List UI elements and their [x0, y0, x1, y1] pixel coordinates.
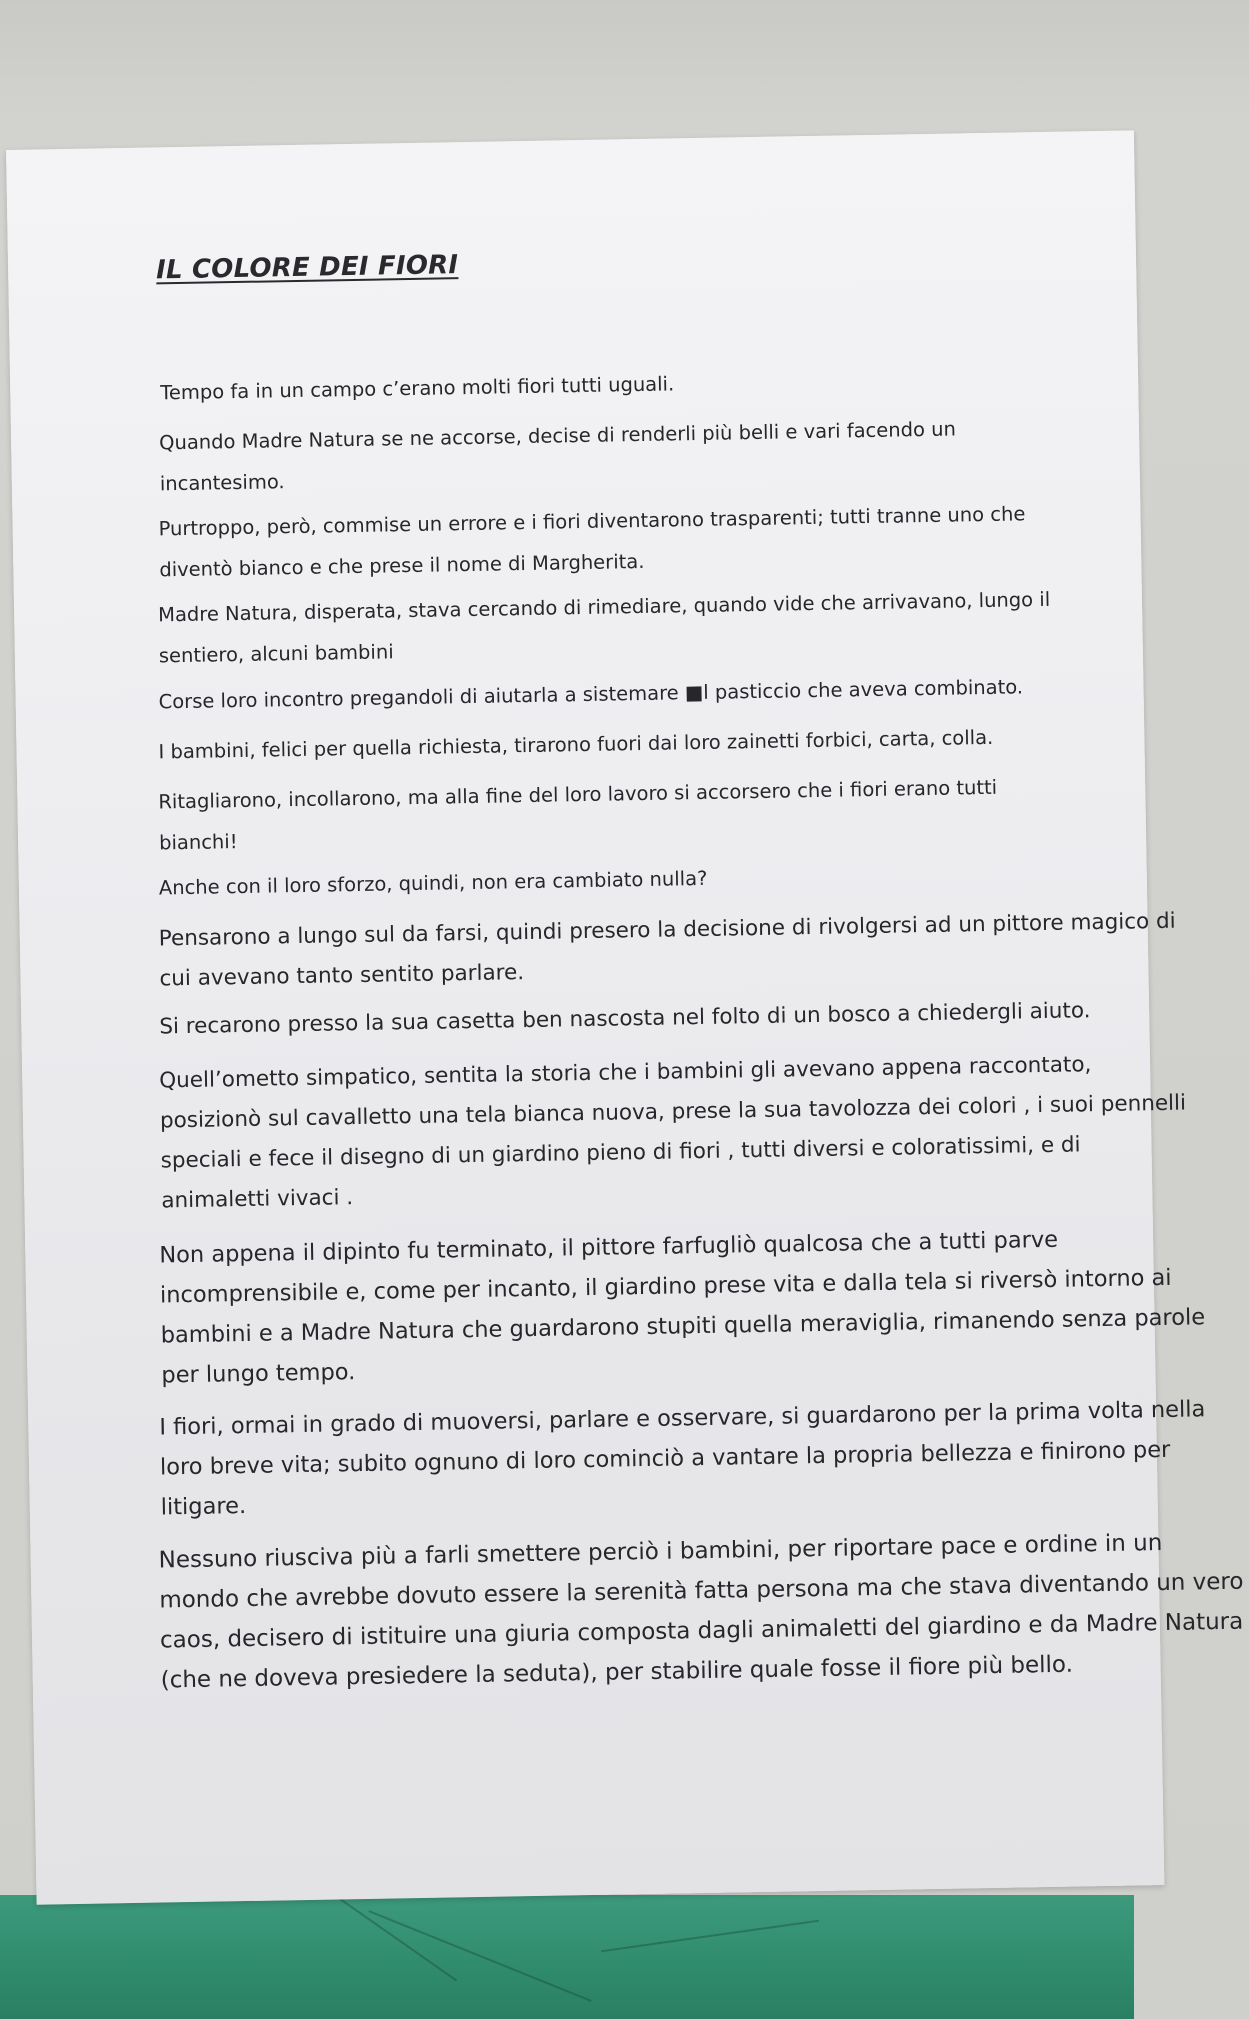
text-line: diventò bianco e che prese il nome di Margherita.	[159, 549, 645, 582]
text-line: Nessuno riusciva più a farli smettere perciò i bambini, per riportare pace e ordine in un	[158, 1530, 1163, 1574]
paragraph	[158, 666, 1023, 722]
paragraph	[158, 767, 998, 864]
text-line: Non appena il dipinto fu terminato, il pittore farfugliò qualcosa che a tutti parve	[159, 1226, 1059, 1269]
paragraph	[158, 717, 993, 773]
paper-sheet	[6, 130, 1244, 1904]
text-line: Madre Natura, disperata, stava cercando di rimediare, quando vide che arrivavano, lungo il	[157, 587, 1051, 627]
desk-surface	[0, 1895, 1134, 2019]
paragraph	[158, 493, 1026, 590]
text-line: I fiori, ormai in grado di muoversi, parlare e osservare, si guardarono per la prima volta nella	[159, 1396, 1206, 1441]
text-line: caos, decisero di istituire una giuria composta dagli animaletti del giardino e da Madre Natura	[159, 1608, 1244, 1654]
text-line: animaletti vivaci .	[161, 1185, 354, 1214]
desk-crease	[368, 1910, 591, 2002]
text-line: loro breve vita; subito ognuno di loro cominciò a vantare la propria bellezza e finirono per	[159, 1436, 1171, 1481]
text-line: Tempo fa in un campo c’erano molti fiori tutti uguali.	[160, 372, 675, 405]
text-line: incomprensibile e, come per incanto, il giardino prese vita e dalla tela si riversò intorno ai	[159, 1264, 1172, 1309]
text-line: Anche con il loro sforzo, quindi, non era cambiato nulla?	[158, 866, 708, 900]
paragraph	[159, 1389, 1207, 1527]
paragraph	[158, 579, 1051, 677]
desk-crease	[601, 1920, 819, 1953]
text-line: bambini e a Madre Natura che guardarono stupiti quella meraviglia, rimanendo senza parole	[160, 1304, 1206, 1349]
paragraph	[159, 991, 1091, 1047]
text-line: speciali e fece il disegno di un giardino pieno di fiori , tutti diversi e coloratissimi, e di	[160, 1132, 1081, 1174]
text-line: posizionò sul cavalletto una tela bianca nuova, prese la sua tavolozza dei colori , i suoi pennelli	[159, 1090, 1187, 1134]
paragraph	[159, 408, 957, 504]
paragraph	[159, 858, 708, 909]
text-line: Ritagliarono, incollarono, ma alla fine del loro lavoro si accorsero che i fiori erano tutti	[158, 775, 998, 814]
paragraph	[159, 1217, 1206, 1395]
text-line: Purtroppo, però, commise un errore e i fiori diventarono trasparenti; tutti tranne uno che	[158, 502, 1026, 541]
text-line: (che ne doveva presiedere la seduta), per stabilire quale fosse il fiore più bello.	[160, 1651, 1074, 1694]
text-line: incantesimo.	[159, 470, 285, 496]
paragraph	[160, 363, 675, 413]
text-line: litigare.	[160, 1493, 247, 1521]
text-line: Si recarono presso la sua casetta ben nascosta nel folto di un bosco a chiedergli aiuto.	[159, 998, 1091, 1040]
document-title: IL COLORE DEI FIORI	[155, 250, 459, 286]
paragraph	[158, 1522, 1245, 1701]
text-line: cui avevano tanto sentito parlare.	[159, 960, 525, 992]
paragraph	[159, 1044, 1188, 1222]
text-line: sentiero, alcuni bambini	[158, 640, 394, 668]
text-line: bianchi!	[158, 830, 238, 855]
paragraph	[158, 902, 1176, 1000]
text-line: Corse loro incontro pregandoli di aiutarla a sistemare ■l pasticcio che aveva combinato.	[158, 675, 1024, 714]
text-line: per lungo tempo.	[161, 1359, 356, 1389]
text-line: Quell’ometto simpatico, sentita la storia che i bambini gli avevano appena raccontato,	[159, 1052, 1092, 1094]
text-line: mondo che avrebbe dovuto essere la serenità fatta persona ma che stava diventando un vero	[159, 1568, 1244, 1614]
text-line: Quando Madre Natura se ne accorse, decise di renderli più belli e vari facendo un	[158, 417, 957, 455]
text-line: Pensarono a lungo sul da farsi, quindi presero la decisione di rivolgersi ad un pittore magico di	[158, 908, 1176, 952]
text-line: I bambini, felici per quella richiesta, tirarono fuori dai loro zainetti forbici, carta, colla.	[158, 725, 994, 764]
